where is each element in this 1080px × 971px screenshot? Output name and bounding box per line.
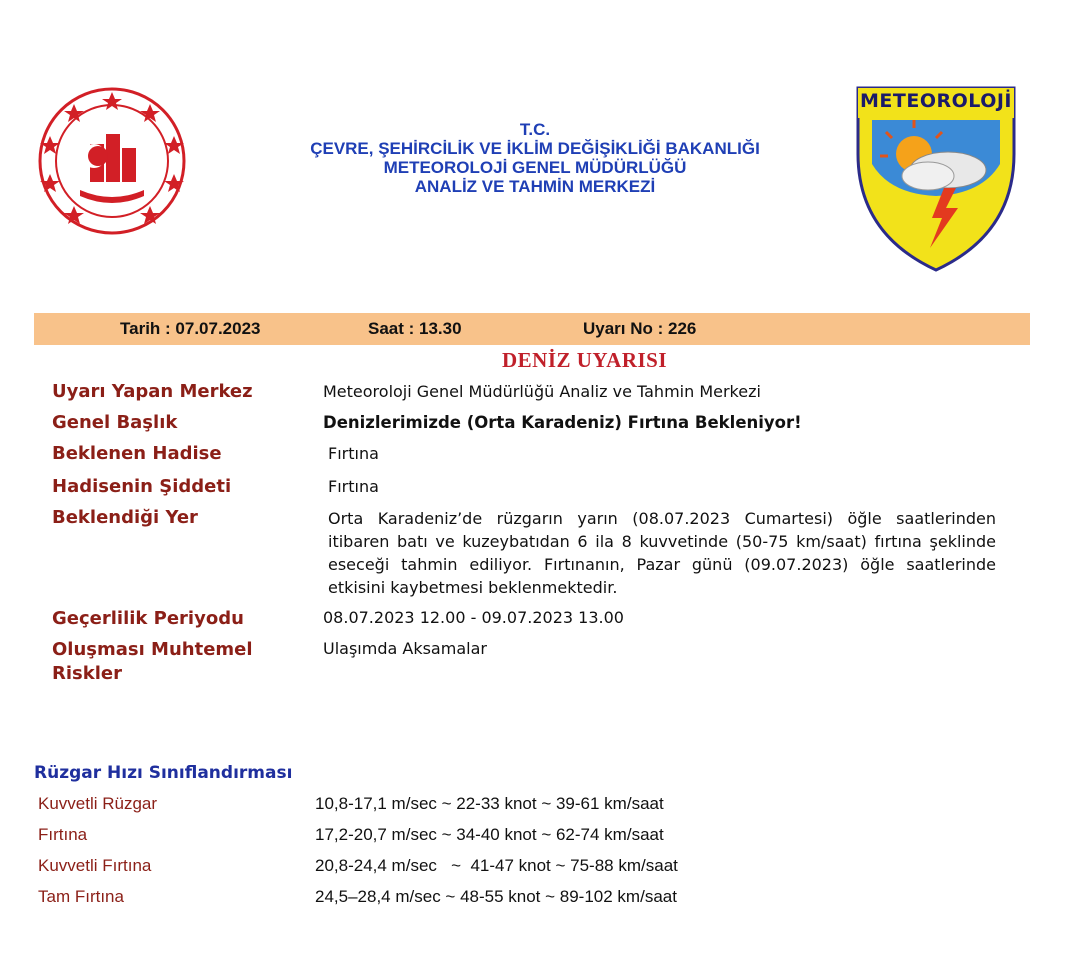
value-possible-risks: Ulaşımda Aksamalar bbox=[323, 639, 487, 658]
header-line-directorate: METEOROLOJİ GENEL MÜDÜRLÜĞÜ bbox=[383, 158, 687, 177]
value-expected-location: Orta Karadeniz’de rüzgarın yarın (08.07.2023 Cumartesi) öğle saatlerinden itibaren batı ve kuzeybatıdan 6 ila 8 kuvvetinde (50-75 km/saat) fırtına şeklinde eseceği tahmin ediliyor. Fırtınanın, Pazar günü (09.07.2023) öğle saatlerinde etkisini kaybetmesi beklenmektedir. bbox=[328, 509, 996, 597]
meteoroloji-logo bbox=[852, 84, 1020, 274]
wind-row-name: Fırtına bbox=[38, 825, 88, 844]
wind-row-name: Kuvvetli Rüzgar bbox=[38, 794, 158, 813]
wind-row-name: Kuvvetli Fırtına bbox=[38, 856, 152, 875]
wind-row-name: Tam Fırtına bbox=[38, 887, 124, 906]
header-line-center: ANALİZ VE TAHMİN MERKEZİ bbox=[414, 177, 656, 196]
value-validity-period: 08.07.2023 12.00 - 09.07.2023 13.00 bbox=[323, 608, 624, 627]
wind-row-value: 10,8-17,1 m/sec ~ 22-33 knot ~ 39-61 km/saat bbox=[315, 794, 664, 813]
value-expected-event: Fırtına bbox=[328, 444, 379, 463]
label-expected-location: Beklendiği Yer bbox=[52, 507, 198, 528]
warning-time: Saat : 13.30 bbox=[368, 319, 462, 338]
wind-classification-title: Rüzgar Hızı Sınıflandırması bbox=[34, 763, 293, 783]
wind-row-value: 20,8-24,4 m/sec ~ 41-47 knot ~ 75-88 km/saat bbox=[315, 856, 678, 875]
label-general-title: Genel Başlık bbox=[52, 412, 178, 433]
label-expected-event: Beklenen Hadise bbox=[52, 443, 222, 464]
value-general-title: Denizlerimizde (Orta Karadeniz) Fırtına Bekleniyor! bbox=[323, 413, 802, 432]
header-block bbox=[250, 120, 820, 196]
label-possible-risks-line1: Oluşması Muhtemel bbox=[52, 639, 253, 660]
ministry-logo bbox=[34, 86, 190, 236]
meteoroloji-logo-text: METEOROLOJİ bbox=[860, 90, 1012, 112]
warning-date: Tarih : 07.07.2023 bbox=[120, 319, 261, 338]
page-title: DENİZ UYARISI bbox=[502, 348, 668, 372]
ministry-seal-icon bbox=[34, 86, 190, 236]
wind-row-value: 17,2-20,7 m/sec ~ 34-40 knot ~ 62-74 km/saat bbox=[315, 825, 664, 844]
wind-row-value: 24,5–28,4 m/sec ~ 48-55 knot ~ 89-102 km/saat bbox=[315, 887, 677, 906]
header-line-ministry: ÇEVRE, ŞEHİRCİLİK VE İKLİM DEĞİŞİKLİĞİ BAKANLIĞI bbox=[310, 139, 760, 158]
value-issuing-center: Meteoroloji Genel Müdürlüğü Analiz ve Tahmin Merkezi bbox=[323, 382, 761, 401]
label-possible-risks bbox=[52, 638, 253, 686]
value-event-severity: Fırtına bbox=[328, 477, 379, 496]
label-possible-risks-line2: Riskler bbox=[52, 663, 122, 684]
label-validity-period: Geçerlilik Periyodu bbox=[52, 608, 244, 629]
label-event-severity: Hadisenin Şiddeti bbox=[52, 476, 232, 497]
label-issuing-center: Uyarı Yapan Merkez bbox=[52, 381, 253, 402]
header-line-tc: T.C. bbox=[519, 120, 551, 139]
info-bar bbox=[34, 313, 1030, 345]
meteoroloji-shield-icon bbox=[852, 84, 1020, 274]
warning-number: Uyarı No : 226 bbox=[583, 319, 697, 338]
